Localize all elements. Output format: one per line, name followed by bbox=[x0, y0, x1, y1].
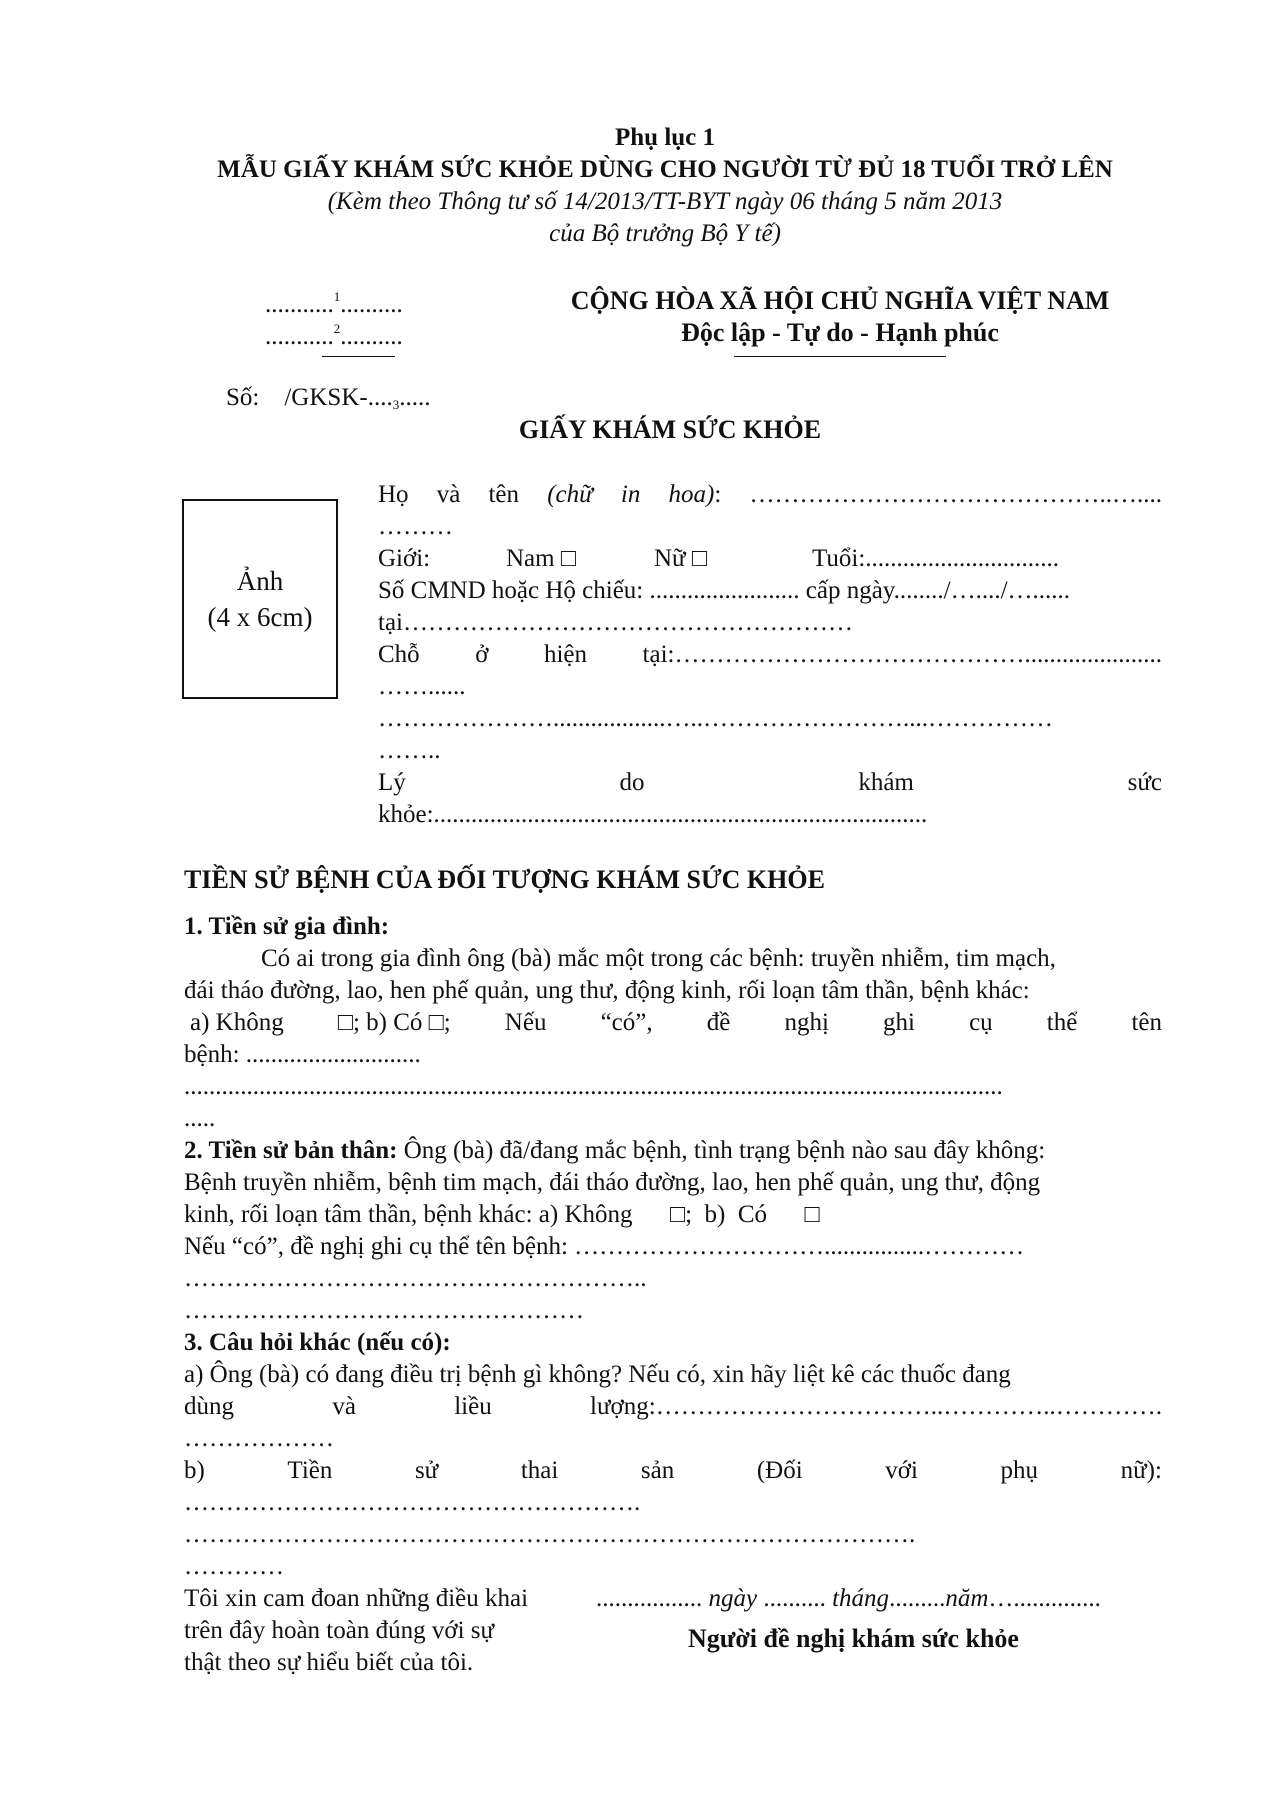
family-history-text-2: đái tháo đường, lao, hen phế quản, ung thư, động kinh, rối loạn tâm thần, bệnh khác: bbox=[184, 977, 1030, 1004]
address-line-3: …………………..................…..……………………....…………… bbox=[378, 705, 1053, 732]
history-heading: TIỀN SỬ BỆNH CỦA ĐỐI TƯỢNG KHÁM SỨC KHỎE bbox=[184, 865, 825, 894]
self-disease-line-3: ………………………………………… bbox=[184, 1297, 584, 1324]
gender-male-checkbox: Nam □ bbox=[506, 545, 576, 572]
name-line-cont: ……… bbox=[378, 513, 453, 540]
other-questions-heading: 3. Câu hỏi khác (nếu có): bbox=[184, 1329, 451, 1356]
other-question-b-1: b) Tiền sử thai sản (Đối với phụ nữ): bbox=[184, 1457, 1162, 1484]
other-question-a-1: a) Ông (bà) có đang điều trị bệnh gì không? Nếu có, xin hãy liệt kê các thuốc đang bbox=[184, 1361, 1011, 1388]
self-history-line-2: Bệnh truyền nhiễm, bệnh tim mạch, đái tháo đường, lao, hen phế quản, ung thư, động bbox=[184, 1169, 1041, 1196]
family-history-text-1: Có ai trong gia đình ông (bà) mắc một trong các bệnh: truyền nhiễm, tim mạch, bbox=[261, 945, 1056, 972]
address-line-4: …….. bbox=[378, 737, 441, 764]
other-question-b-4: ………… bbox=[184, 1553, 284, 1580]
self-disease-field: Nếu “có”, đề nghị ghi cụ thể tên bệnh: …………………………................………… bbox=[184, 1233, 1025, 1260]
family-history-options: a) Không □; b) Có □; Nếu “có”, đề nghị ghi cụ thể tên bbox=[190, 1009, 1162, 1036]
agency-line-2: ...........$^2$.......... bbox=[265, 321, 403, 350]
form-subtitle-1: (Kèm theo Thông tư số 14/2013/TT-BYT ngày 06 tháng 5 năm 2013 bbox=[327, 188, 1003, 215]
age-field: Tuổi:............................... bbox=[812, 545, 1060, 572]
gender-female-checkbox: Nữ □ bbox=[654, 545, 707, 572]
document-number: Số: $/GKSK-...._3$..... bbox=[226, 384, 431, 412]
self-history-options: kinh, rối loạn tâm thần, bệnh khác: a) Không □; b) Có □ bbox=[184, 1201, 820, 1228]
address-line-2: ……...... bbox=[378, 673, 466, 700]
declaration-line-3: thật theo sự hiểu biết của tôi. bbox=[184, 1649, 474, 1676]
photo-placeholder bbox=[182, 499, 338, 699]
document-title: GIẤY KHÁM SỨC KHỎE bbox=[518, 415, 822, 444]
form-subtitle-2: của Bộ trưởng Bộ Y tế) bbox=[549, 220, 781, 247]
other-question-b-3: ……………………………………………………………………………. bbox=[184, 1521, 916, 1548]
photo-size: (4 x 6cm) bbox=[207, 602, 313, 632]
other-question-a-2: dùng và liều lượng:……………………………..…………..…………. bbox=[184, 1393, 1162, 1420]
national-name: CỘNG HÒA XÃ HỘI CHỦ NGHĨA VIỆT NAM bbox=[570, 286, 1110, 315]
family-disease-line-2: ................................................................................................................................... bbox=[184, 1073, 1003, 1100]
id-line: Số CMND hoặc Hộ chiếu: ........................ cấp ngày......../…..../…...... bbox=[378, 577, 1071, 604]
family-history-heading: 1. Tiền sử gia đình: bbox=[184, 913, 390, 940]
declaration-line-2: trên đây hoàn toàn đúng với sự bbox=[184, 1617, 495, 1644]
signature-date: ................. ngày .......... tháng.........năm….............. bbox=[596, 1585, 1101, 1612]
other-question-b-2: ………………………………………………. bbox=[184, 1489, 641, 1516]
agency-underline bbox=[322, 356, 395, 357]
reason-line: Lý do khám sức bbox=[378, 769, 1162, 796]
family-disease-line-3: ..... bbox=[184, 1105, 216, 1132]
self-history-line-1: 2. Tiền sử bản thân: Ông (bà) đã/đang mắc bệnh, tình trạng bệnh nào sau đây không: bbox=[184, 1137, 1046, 1164]
national-motto: Độc lập - Tự do - Hạnh phúc bbox=[681, 318, 999, 347]
motto-underline bbox=[734, 356, 946, 357]
photo-label: Ảnh bbox=[236, 566, 284, 596]
other-question-a-3: ……………… bbox=[184, 1425, 334, 1452]
reason-line-2: khỏe:............................................................................... bbox=[378, 801, 928, 828]
appendix-label: Phụ lục 1 bbox=[614, 124, 716, 151]
name-line: Họ và tên (chữ in hoa): ……………………………………..….... bbox=[378, 481, 1162, 508]
self-disease-line-2: ……………………………………………….. bbox=[184, 1265, 647, 1292]
address-line: Chỗ ở hiện tại:……………………………………...................... bbox=[378, 641, 1162, 668]
id-place-line: tại……………………………………………… bbox=[378, 609, 853, 636]
form-title: MẪU GIẤY KHÁM SỨC KHỎE DÙNG CHO NGƯỜI TỪ ĐỦ 18 TUỔI TRỞ LÊN bbox=[217, 156, 1113, 183]
declaration-line-1: Tôi xin cam đoan những điều khai bbox=[184, 1585, 529, 1612]
family-disease-field: bệnh: ............................ bbox=[184, 1041, 421, 1068]
gender-label: Giới: bbox=[378, 545, 431, 572]
agency-line-1: ...........$^1$.......... bbox=[265, 289, 403, 318]
signer-title: Người đề nghị khám sức khỏe bbox=[688, 1624, 1019, 1653]
